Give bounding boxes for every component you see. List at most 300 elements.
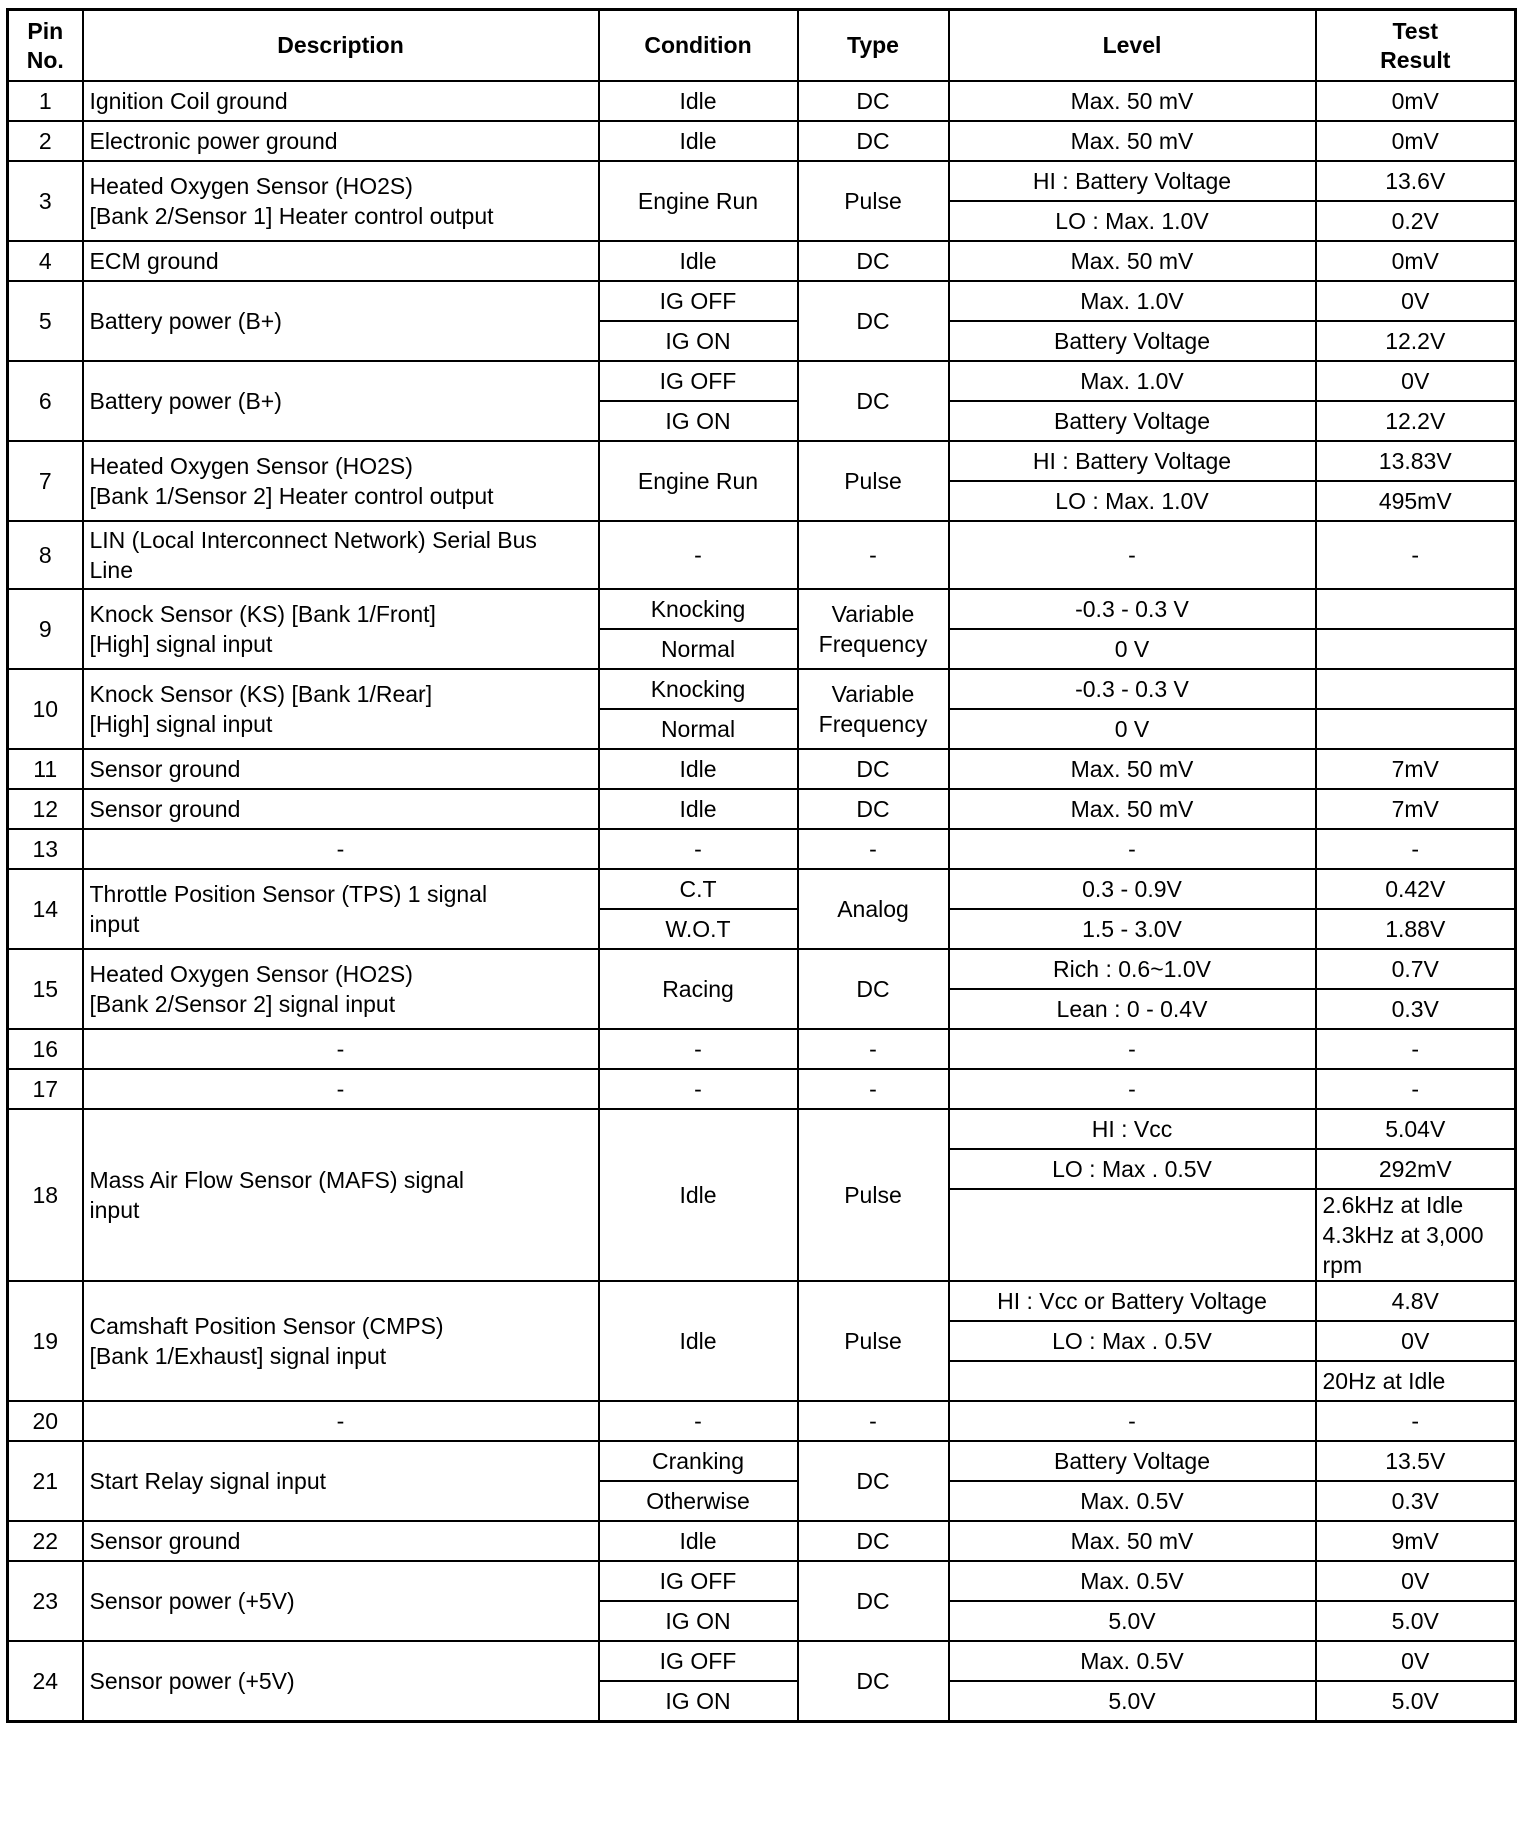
type-cell [798,589,949,669]
type-cell [798,1521,949,1561]
level-cell [949,1189,1316,1281]
level-cell: HI : Battery Voltage [949,441,1316,481]
table-row [8,869,1516,909]
level-cell: Max. 50 mV [949,81,1316,121]
cell-text: 5.0V [1391,1608,1439,1634]
level-cell: Max. 50 mV [949,789,1316,829]
cell-text: Frequency [818,711,928,737]
pin-no-header: Pin No. [8,10,83,82]
test-result-cell [1316,589,1516,629]
description-cell [83,1561,599,1641]
condition-cell: W.O.T [599,909,798,949]
table-row [8,589,1516,629]
test-result-cell [1316,161,1516,201]
test-result-cell [1316,521,1516,589]
level-cell: Max. 50 mV [949,749,1316,789]
test-result-cell [1316,1189,1516,1281]
cell-text: 1.88V [1385,916,1446,942]
cell-text: 0V [1401,368,1430,394]
table-row [8,1561,1516,1601]
level-cell: Battery Voltage [949,1441,1316,1481]
description-cell [83,1069,599,1109]
cell-text: 5.0V [1391,1688,1439,1714]
cell-text: 0.42V [1385,876,1446,902]
pin-number-cell: 5 [8,281,83,361]
cell-text: 0mV [1391,88,1439,114]
test-result-cell [1316,241,1516,281]
level-cell: Max. 1.0V [949,281,1316,321]
cell-text: - [869,1076,877,1102]
level-cell: Max. 50 mV [949,121,1316,161]
test-result-cell [1316,1561,1516,1601]
table-row [8,749,1516,789]
condition-cell: IG ON [599,321,798,361]
table-row [8,521,1516,589]
level-cell: Lean : 0 - 0.4V [949,989,1316,1029]
cell-text: 7mV [1391,756,1439,782]
level-cell: Max. 0.5V [949,1641,1316,1681]
level-cell: Max. 50 mV [949,241,1316,281]
cell-text: 0V [1401,1328,1430,1354]
cell-text: Start Relay signal input [89,1468,327,1494]
cell-text: Heated Oxygen Sensor (HO2S) [89,961,413,987]
condition-cell: Knocking [599,589,798,629]
test-result-cell [1316,1149,1516,1189]
condition-cell: Otherwise [599,1481,798,1521]
condition-cell: IG OFF [599,1641,798,1681]
cell-text: 0.7V [1391,956,1439,982]
level-cell: HI : Vcc or Battery Voltage [949,1281,1316,1321]
table-row [8,789,1516,829]
type-cell [798,749,949,789]
pin-number-cell: 3 [8,161,83,241]
pin-number-cell: 9 [8,589,83,669]
level-cell: - [949,829,1316,869]
condition-cell: C.T [599,869,798,909]
description-cell [83,869,599,949]
description-cell [83,669,599,749]
condition-cell: IG ON [599,1601,798,1641]
condition-cell: Idle [599,1109,798,1281]
description-cell [83,121,599,161]
cell-text: - [869,1408,877,1434]
condition-cell: Idle [599,789,798,829]
test-result-cell [1316,789,1516,829]
pin-number-cell: 22 [8,1521,83,1561]
type-cell [798,521,949,589]
test-result-cell [1316,121,1516,161]
test-result-cell [1316,81,1516,121]
pin-number-cell: 1 [8,81,83,121]
type-cell [798,869,949,949]
cell-text: DC [856,1668,890,1694]
test-result-cell [1316,1029,1516,1069]
pin-number-cell: 20 [8,1401,83,1441]
cell-text: 12.2V [1385,328,1446,354]
cell-text: Electronic power ground [89,128,338,154]
condition-cell: Engine Run [599,441,798,521]
level-cell: 5.0V [949,1601,1316,1641]
cell-text: 12.2V [1385,408,1446,434]
header-row [8,10,1516,82]
cell-text: Camshaft Position Sensor (CMPS) [89,1313,444,1339]
level-cell: LO : Max . 0.5V [949,1149,1316,1189]
cell-text: Throttle Position Sensor (TPS) 1 signal [89,881,488,907]
test-result-cell [1316,1641,1516,1681]
description-cell [83,749,599,789]
condition-cell: Idle [599,81,798,121]
cell-text: 13.5V [1385,1448,1446,1474]
cell-text: 13.6V [1385,168,1446,194]
pin-number-cell: 7 [8,441,83,521]
condition-cell: Idle [599,241,798,281]
cell-text: Mass Air Flow Sensor (MAFS) signal [89,1167,464,1193]
cell-text: [High] signal input [89,711,273,737]
description-header: Description [83,10,599,82]
description-cell [83,361,599,441]
type-cell [798,1281,949,1401]
pin-number-cell: 17 [8,1069,83,1109]
cell-text: [High] signal input [89,631,273,657]
level-cell: - [949,1401,1316,1441]
cell-text: ECM ground [89,248,219,274]
cell-text: DC [856,308,890,334]
cell-text: 0mV [1391,248,1439,274]
type-cell [798,1029,949,1069]
table-row [8,1641,1516,1681]
condition-cell: Knocking [599,669,798,709]
condition-cell: - [599,521,798,589]
table-row [8,81,1516,121]
table-row [8,829,1516,869]
cell-text: LIN (Local Interconnect Network) Serial Bus [89,527,537,553]
pin-number-cell: 11 [8,749,83,789]
cell-text: 0V [1401,1648,1430,1674]
test-result-header: Test Result [1316,10,1516,82]
cell-text: DC [856,248,890,274]
cell-text: Battery power (B+) [89,308,282,334]
level-cell: -0.3 - 0.3 V [949,589,1316,629]
test-result-cell [1316,1441,1516,1481]
pin-number-cell: 4 [8,241,83,281]
cell-text: - [1411,542,1420,568]
condition-header: Condition [599,10,798,82]
level-cell: -0.3 - 0.3 V [949,669,1316,709]
cell-text: Sensor power (+5V) [89,1588,295,1614]
cell-text: Variable [831,601,915,627]
table-row [8,1109,1516,1149]
test-result-cell [1316,989,1516,1029]
level-cell: Battery Voltage [949,401,1316,441]
description-cell [83,441,599,521]
cell-text: - [1411,1408,1420,1434]
type-cell [798,241,949,281]
level-cell: Battery Voltage [949,321,1316,361]
cell-text: 0.2V [1391,208,1439,234]
cell-text: 4.8V [1391,1288,1439,1314]
description-cell [83,521,599,589]
description-cell [83,1401,599,1441]
test-result-cell [1316,321,1516,361]
test-result-cell [1316,1681,1516,1722]
condition-cell: Engine Run [599,161,798,241]
test-result-cell [1316,1481,1516,1521]
table-row [8,1029,1516,1069]
table-row [8,949,1516,989]
table-row [8,161,1516,201]
test-result-cell [1316,869,1516,909]
cell-text: DC [856,1468,890,1494]
cell-text: Ignition Coil ground [89,88,288,114]
level-cell: 0.3 - 0.9V [949,869,1316,909]
cell-text: DC [856,388,890,414]
cell-text: Pulse [844,1182,902,1208]
condition-cell: IG OFF [599,361,798,401]
test-result-cell [1316,361,1516,401]
description-cell [83,1641,599,1722]
description-cell [83,281,599,361]
cell-text: 0V [1401,288,1430,314]
cell-text: [Bank 1/Sensor 2] Heater control output [89,483,494,509]
level-cell: LO : Max . 0.5V [949,1321,1316,1361]
condition-cell: Idle [599,121,798,161]
cell-text: DC [856,976,890,1002]
cell-text: Line [89,557,133,583]
test-result-cell [1316,629,1516,669]
description-cell [83,589,599,669]
level-cell: Max. 1.0V [949,361,1316,401]
pin-number-cell: 8 [8,521,83,589]
table-row [8,1281,1516,1321]
table-row [8,361,1516,401]
test-result-cell [1316,281,1516,321]
cell-text: rpm [1322,1252,1363,1278]
cell-text: 20Hz at Idle [1322,1368,1446,1394]
level-cell: Rich : 0.6~1.0V [949,949,1316,989]
level-cell: LO : Max. 1.0V [949,481,1316,521]
description-cell [83,789,599,829]
condition-cell: - [599,1069,798,1109]
level-header: Level [949,10,1316,82]
cell-text: 0.3V [1391,996,1439,1022]
test-result-cell [1316,829,1516,869]
description-cell [83,81,599,121]
description-cell [83,1441,599,1521]
type-cell [798,789,949,829]
cell-text: input [89,911,140,937]
cell-text: 9mV [1391,1528,1439,1554]
condition-cell: IG ON [599,1681,798,1722]
level-cell: 1.5 - 3.0V [949,909,1316,949]
level-cell: HI : Vcc [949,1109,1316,1149]
description-cell [83,1029,599,1069]
cell-text: input [89,1197,140,1223]
pin-number-cell: 13 [8,829,83,869]
condition-cell: Idle [599,1521,798,1561]
cell-text: Knock Sensor (KS) [Bank 1/Rear] [89,681,433,707]
test-result-cell [1316,401,1516,441]
cell-text: Sensor ground [89,1528,241,1554]
cell-text: 4.3kHz at 3,000 [1322,1222,1484,1248]
condition-cell: Idle [599,1281,798,1401]
description-cell [83,1521,599,1561]
test-result-cell [1316,709,1516,749]
level-cell: - [949,521,1316,589]
cell-text: Sensor ground [89,756,241,782]
test-result-cell [1316,1401,1516,1441]
level-cell: 5.0V [949,1681,1316,1722]
cell-text: DC [856,756,890,782]
pin-number-cell: 18 [8,1109,83,1281]
pin-number-cell: 19 [8,1281,83,1401]
cell-text: 292mV [1378,1156,1452,1182]
type-cell [798,1641,949,1722]
cell-text: - [869,542,877,568]
description-cell [83,829,599,869]
test-result-cell [1316,749,1516,789]
cell-text: - [336,1408,345,1434]
type-cell [798,361,949,441]
test-result-cell [1316,1601,1516,1641]
type-cell [798,949,949,1029]
type-cell [798,81,949,121]
condition-cell: Normal [599,629,798,669]
cell-text: DC [856,1528,890,1554]
test-result-cell [1316,1361,1516,1401]
cell-text: - [336,836,345,862]
pin-number-cell: 15 [8,949,83,1029]
table-row [8,441,1516,481]
pin-number-cell: 12 [8,789,83,829]
cell-text: Pulse [844,1328,902,1354]
level-cell: Max. 0.5V [949,1561,1316,1601]
cell-text: Sensor power (+5V) [89,1668,295,1694]
table-row [8,1401,1516,1441]
test-result-cell [1316,1109,1516,1149]
pin-number-cell: 23 [8,1561,83,1641]
pin-number-cell: 24 [8,1641,83,1722]
description-cell [83,1109,599,1281]
condition-cell: - [599,829,798,869]
condition-cell: Racing [599,949,798,1029]
table-row [8,241,1516,281]
type-cell [798,281,949,361]
cell-text: Heated Oxygen Sensor (HO2S) [89,173,413,199]
level-cell: Max. 0.5V [949,1481,1316,1521]
test-result-cell [1316,669,1516,709]
condition-cell: Idle [599,749,798,789]
condition-cell: IG OFF [599,281,798,321]
type-cell [798,121,949,161]
level-cell: - [949,1069,1316,1109]
test-result-cell [1316,1069,1516,1109]
cell-text: Heated Oxygen Sensor (HO2S) [89,453,413,479]
cell-text: - [1411,836,1420,862]
condition-cell: IG ON [599,401,798,441]
cell-text: - [869,836,877,862]
type-cell [798,1069,949,1109]
description-cell [83,1281,599,1401]
cell-text: Knock Sensor (KS) [Bank 1/Front] [89,601,436,627]
table-row [8,669,1516,709]
level-cell [949,1361,1316,1401]
table-row [8,1521,1516,1561]
cell-text: Pulse [844,188,902,214]
table-body [8,81,1516,1722]
level-cell: LO : Max. 1.0V [949,201,1316,241]
pin-number-cell: 14 [8,869,83,949]
cell-text: Sensor ground [89,796,241,822]
cell-text: DC [856,128,890,154]
test-result-cell [1316,1321,1516,1361]
cell-text: [Bank 2/Sensor 1] Heater control output [89,203,494,229]
pin-number-cell: 6 [8,361,83,441]
level-cell: 0 V [949,629,1316,669]
type-cell [798,1441,949,1521]
cell-text: - [1411,1036,1420,1062]
cell-text: - [336,1036,345,1062]
pin-number-cell: 21 [8,1441,83,1521]
condition-cell: - [599,1401,798,1441]
type-cell [798,441,949,521]
level-cell: - [949,1029,1316,1069]
pin-spec-sheet [6,8,1514,1723]
table-row [8,1069,1516,1109]
table-row [8,121,1516,161]
pin-spec-table [6,8,1517,1723]
test-result-cell [1316,909,1516,949]
description-cell [83,161,599,241]
type-header: Type [798,10,949,82]
table-row [8,1441,1516,1481]
type-cell [798,1109,949,1281]
cell-text: Pulse [844,468,902,494]
pin-number-cell: 16 [8,1029,83,1069]
condition-cell: - [599,1029,798,1069]
type-cell [798,1561,949,1641]
condition-cell: Cranking [599,1441,798,1481]
pin-number-cell: 2 [8,121,83,161]
condition-cell: IG OFF [599,1561,798,1601]
test-result-cell [1316,441,1516,481]
cell-text: [Bank 2/Sensor 2] signal input [89,991,396,1017]
description-cell [83,949,599,1029]
type-cell [798,1401,949,1441]
test-result-cell [1316,1281,1516,1321]
pin-number-cell: 10 [8,669,83,749]
cell-text: [Bank 1/Exhaust] signal input [89,1343,387,1369]
cell-text: DC [856,1588,890,1614]
cell-text: Battery power (B+) [89,388,282,414]
cell-text: - [1411,1076,1420,1102]
cell-text: 5.04V [1385,1116,1446,1142]
description-cell [83,241,599,281]
condition-cell: Normal [599,709,798,749]
type-cell [798,161,949,241]
cell-text: DC [856,796,890,822]
test-result-cell [1316,201,1516,241]
level-cell: Max. 50 mV [949,1521,1316,1561]
cell-text: - [336,1076,345,1102]
cell-text: - [869,1036,877,1062]
level-cell: 0 V [949,709,1316,749]
cell-text: 0V [1401,1568,1430,1594]
test-result-cell [1316,481,1516,521]
cell-text: 2.6kHz at Idle [1322,1192,1464,1218]
cell-text: 13.83V [1378,448,1452,474]
test-result-cell [1316,949,1516,989]
cell-text: 495mV [1378,488,1452,514]
